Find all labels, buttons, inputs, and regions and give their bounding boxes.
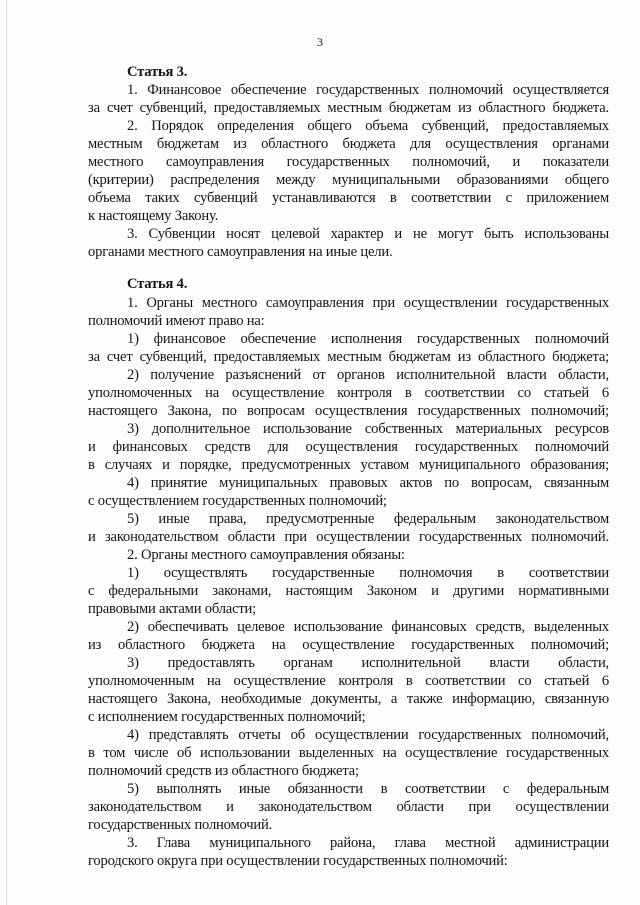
text-line: 3. Субвенции носят целевой характер и не могут быть использованы <box>127 226 609 242</box>
text-line: 4) представлять отчеты об осуществлении государственных полномочий, <box>127 727 609 743</box>
article-3-heading: Статья 3. <box>127 64 188 80</box>
text-line: к настоящему Закону. <box>88 208 219 224</box>
text-line: правовыми актами области; <box>88 601 257 617</box>
text-line: с федеральными законами, настоящим Законом и другими нормативными <box>88 583 609 599</box>
text-line: местным бюджетам из областного бюджета для осуществления органами <box>88 136 609 152</box>
text-line: объема таких субвенций устанавливаются в соответствии с приложением <box>88 190 609 206</box>
text-line: 3) предоставлять органам исполнительной власти области, <box>127 655 609 671</box>
text-line: в том числе об использовании выделенных на осуществление государственных <box>88 745 609 761</box>
text-line: 3. Глава муниципального района, глава местной администрации <box>127 835 609 851</box>
text-line: 1) осуществлять государственные полномочия в соответствии <box>127 565 609 581</box>
text-line: 2) получение разъяснений от органов исполнительной власти области, <box>127 367 609 383</box>
text-line: 1. Органы местного самоуправления при осуществлении государственных <box>127 295 609 311</box>
text-line: уполномоченным на осуществление контроля в соответствии со статьей 6 <box>88 673 609 689</box>
text-line: полномочий имеют право на: <box>88 313 265 329</box>
text-line: с осуществлением государственных полномочий; <box>88 493 387 509</box>
text-line: и финансовых средств для осуществления государственных полномочий <box>88 439 609 455</box>
text-line: 1) финансовое обеспечение исполнения государственных полномочий <box>127 331 609 347</box>
text-line: 2. Порядок определения общего объема субвенций, предоставляемых <box>127 118 609 134</box>
text-line: государственных полномочий. <box>88 817 273 833</box>
text-line: (критерии) распределения между муниципальными образованиями общего <box>88 172 609 188</box>
text-line: 5) выполнять иные обязанности в соответствии с федеральным <box>127 781 609 797</box>
page-number: 3 <box>317 35 323 49</box>
text-line: настоящего Закона, по вопросам осуществления государственных полномочий; <box>88 403 609 419</box>
text-line: и законодательством области при осуществлении государственных полномочий. <box>88 529 609 545</box>
text-line: за счет субвенций, предоставляемых местным бюджетам из областного бюджета. <box>88 100 609 116</box>
text-line: местного самоуправления государственных полномочий, и показатели <box>88 154 609 170</box>
text-line: полномочий средств из областного бюджета; <box>88 763 359 779</box>
text-line: с исполнением государственных полномочий; <box>88 709 366 725</box>
text-line: 3) дополнительное использование собственных материальных ресурсов <box>127 421 609 437</box>
text-line: законодательством и законодательством области при осуществлении <box>88 799 609 815</box>
text-line: из областного бюджета на осуществление государственных полномочий; <box>88 637 609 653</box>
text-line: уполномоченных на осуществление контроля в соответствии со статьей 6 <box>88 385 609 401</box>
text-line: в случаях и порядке, предусмотренных уставом муниципального образования; <box>88 457 609 473</box>
text-line: настоящего Закона, необходимые документы, а также информацию, связанную <box>88 691 609 707</box>
text-line: 5) иные права, предусмотренные федеральным законодательством <box>127 511 609 527</box>
text-line: 1. Финансовое обеспечение государственных полномочий осуществляется <box>127 82 609 98</box>
text-line: 4) принятие муниципальных правовых актов по вопросам, связанным <box>127 475 609 491</box>
text-line: органами местного самоуправления на иные цели. <box>88 244 393 260</box>
article-4-heading: Статья 4. <box>127 276 188 292</box>
text-line: городского округа при осуществлении государственных полномочий: <box>88 853 508 869</box>
text-line: 2) обеспечивать целевое использование финансовых средств, выделенных <box>127 619 609 635</box>
text-line: за счет субвенций, предоставляемых местным бюджетам из областного бюджета; <box>88 349 609 365</box>
scan-edge-line <box>6 0 7 905</box>
text-line: 2. Органы местного самоуправления обязаны: <box>127 547 405 563</box>
